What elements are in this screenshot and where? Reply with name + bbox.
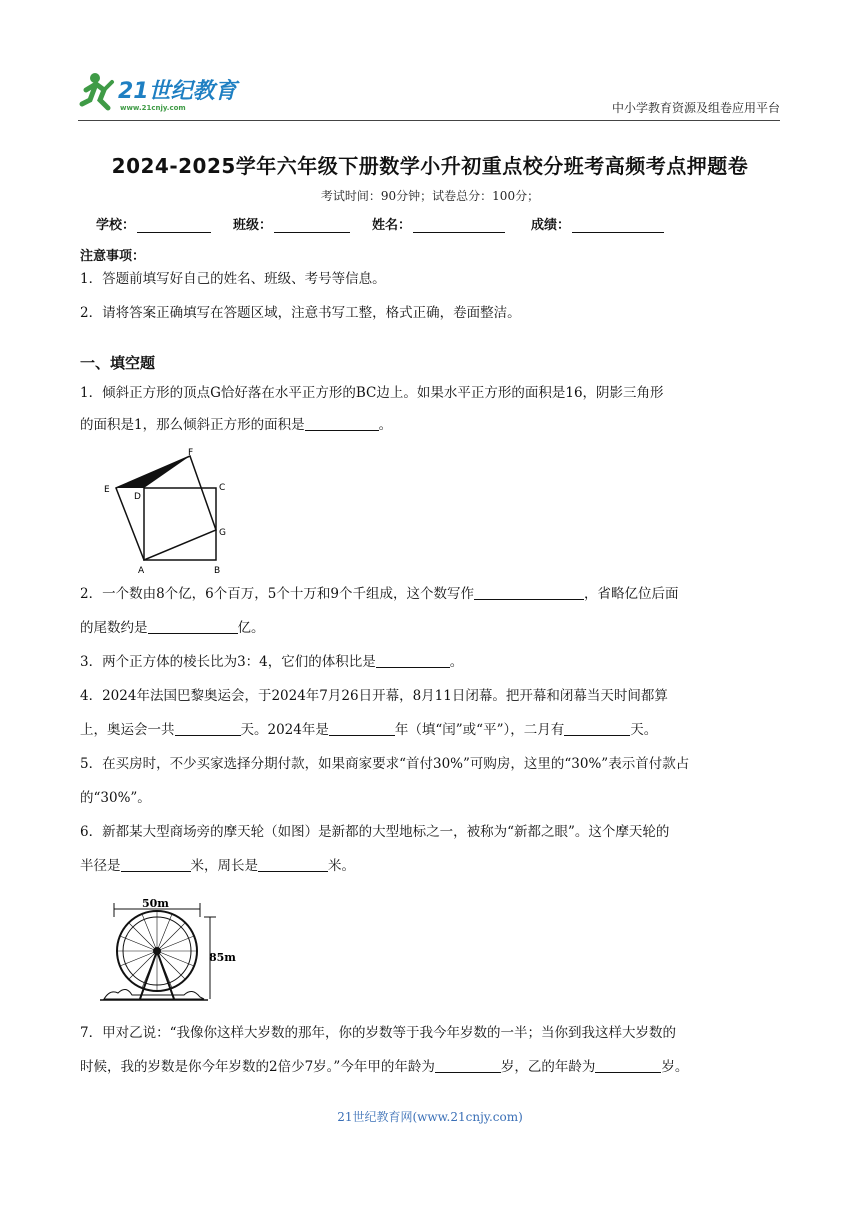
q7-line1: 7．甲对乙说：“我像你这样大岁数的那年，你的岁数等于我今年岁数的一半；当你到我这样大岁数的	[80, 1025, 676, 1041]
q4-answer-blank-3[interactable]	[564, 720, 630, 736]
notes-heading: 注意事项：	[80, 249, 146, 264]
logo-text: 21世纪教育	[118, 79, 237, 104]
q1-line1: 1．倾斜正方形的顶点G恰好落在水平正方形的BC边上。如果水平正方形的面积是16，阴影三角形	[80, 385, 664, 401]
class-label: 班级：	[233, 218, 273, 233]
svg-text:85m: 85m	[209, 951, 236, 964]
header-divider	[78, 120, 780, 121]
q7-line2: 时候，我的岁数是你今年岁数的2倍少7岁。”今年甲的年龄为 岁，乙的年龄为 岁。	[80, 1059, 689, 1075]
score-field[interactable]	[572, 218, 664, 233]
q4-line1: 4．2024年法国巴黎奥运会，于2024年7月26日开幕，8月11日闭幕。把开幕和闭幕当天时间都算	[80, 688, 668, 704]
svg-text:E: E	[104, 485, 110, 495]
q1-line2: 的面积是1，那么倾斜正方形的面积是 。	[80, 417, 393, 433]
svg-text:A: A	[138, 566, 145, 576]
svg-text:C: C	[219, 483, 226, 493]
svg-text:50m: 50m	[142, 897, 169, 910]
q3-line: 3．两个正方体的棱长比为3：4，它们的体积比是 。	[80, 654, 464, 670]
ferris-wheel-figure	[100, 895, 240, 1005]
note-item-2: 2．请将答案正确填写在答题区域，注意书写工整，格式正确，卷面整洁。	[80, 305, 521, 321]
svg-text:D: D	[134, 492, 141, 502]
q5-line2: 的“30%”。	[80, 790, 151, 806]
q6-answer-blank-2[interactable]	[258, 856, 328, 872]
exam-title: 2024-2025学年六年级下册数学小升初重点校分班考高频考点押题卷	[111, 154, 749, 178]
svg-text:G: G	[219, 528, 226, 538]
note-item-1: 1．答题前填写好自己的姓名、班级、考号等信息。	[80, 271, 386, 287]
platform-name: 中小学教育资源及组卷应用平台	[611, 101, 780, 115]
brand-logo	[78, 70, 248, 114]
logo-url: www.21cnjy.com	[120, 104, 186, 112]
q2-line1: 2．一个数由8个亿，6个百万，5个十万和9个千组成，这个数写作 ，省略亿位后面	[80, 586, 679, 602]
q6-line1: 6．新都某大型商场旁的摩天轮（如图）是新都的大型地标之一，被称为“新都之眼”。这个摩天轮的	[80, 824, 670, 840]
q3-answer-blank[interactable]	[376, 652, 450, 668]
q4-answer-blank-1[interactable]	[175, 720, 241, 736]
score-label: 成绩：	[531, 218, 571, 233]
q6-line2: 半径是 米，周长是 米。	[80, 858, 355, 874]
q4-answer-blank-2[interactable]	[329, 720, 395, 736]
q7-answer-blank-1[interactable]	[435, 1057, 501, 1073]
school-field[interactable]	[137, 218, 211, 233]
class-field[interactable]	[274, 218, 350, 233]
q5-line1: 5．在买房时，不少买家选择分期付款，如果商家要求“首付30%”可购房，这里的“30%”表示首付款占	[80, 756, 690, 772]
q2-line2: 的尾数约是 亿。	[80, 620, 265, 636]
q6-answer-blank-1[interactable]	[121, 856, 191, 872]
footer-link[interactable]: 21世纪教育网(www.21cnjy.com)	[337, 1110, 523, 1124]
name-field[interactable]	[413, 218, 505, 233]
exam-meta: 考试时间：90分钟；试卷总分：100分；	[320, 189, 540, 203]
svg-text:F: F	[188, 448, 194, 458]
q4-line2: 上，奥运会一共 天。2024年是 年（填“闰”或“平”），二月有 天。	[80, 722, 658, 738]
name-label: 姓名：	[372, 218, 412, 233]
svg-text:B: B	[214, 566, 221, 576]
q7-answer-blank-2[interactable]	[595, 1057, 661, 1073]
q2-answer-blank-1[interactable]	[474, 584, 584, 600]
q2-answer-blank-2[interactable]	[148, 618, 238, 634]
q1-answer-blank[interactable]	[305, 415, 379, 431]
student-info-row	[96, 214, 686, 233]
q1-figure	[100, 448, 240, 576]
section-heading: 一、填空题	[80, 354, 156, 372]
runner-icon	[82, 73, 112, 108]
school-label: 学校：	[96, 218, 136, 233]
ferris-wheel-icon	[100, 911, 208, 1000]
